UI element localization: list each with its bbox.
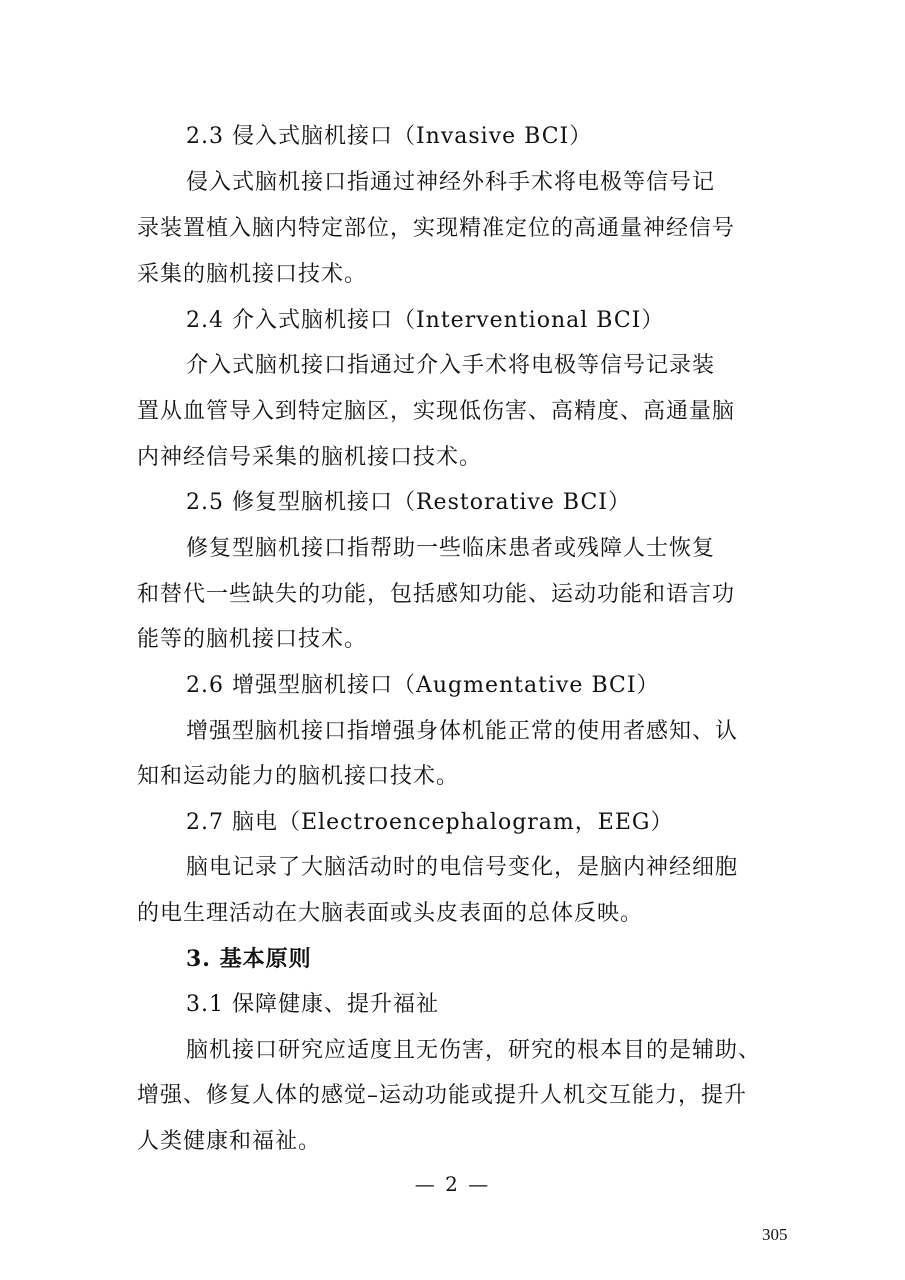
paragraph-3-1-line-1: 脑机接口研究应适度且无伤害，研究的根本目的是辅助、	[186, 1038, 762, 1063]
heading-2-6: 2.6 增强型脑机接口（Augmentative BCI）	[186, 673, 660, 698]
heading-2-4: 2.4 介入式脑机接口（Interventional BCI）	[186, 308, 665, 333]
paragraph-2-3-line-2: 录装置植入脑内特定部位，实现精准定位的高通量神经信号	[137, 216, 736, 241]
paragraph-2-7-line-2: 的电生理活动在大脑表面或头皮表面的总体反映。	[137, 901, 644, 926]
heading-2-5: 2.5 修复型脑机接口（Restorative BCI）	[186, 490, 631, 515]
paragraph-2-5-line-3: 能等的脑机接口技术。	[137, 627, 368, 652]
heading-3: 3. 基本原则	[186, 946, 312, 972]
paragraph-2-4-line-3: 内神经信号采集的脑机接口技术。	[137, 445, 483, 470]
paragraph-2-4-line-1: 介入式脑机接口指通过介入手术将电极等信号记录装	[186, 353, 716, 378]
sheet-number: 305	[762, 1225, 788, 1244]
paragraph-2-6-line-2: 知和运动能力的脑机接口技术。	[137, 764, 460, 789]
paragraph-2-3-line-3: 采集的脑机接口技术。	[137, 262, 368, 287]
heading-2-3: 2.3 侵入式脑机接口（Invasive BCI）	[186, 124, 593, 149]
paragraph-3-1-line-2: 增强、修复人体的感觉–运动功能或提升人机交互能力，提升	[137, 1083, 748, 1108]
paragraph-2-4-line-2: 置从血管导入到特定脑区，实现低伤害、高精度、高通量脑	[137, 399, 736, 424]
paragraph-2-6-line-1: 增强型脑机接口指增强身体机能正常的使用者感知、认	[186, 719, 739, 744]
heading-2-7: 2.7 脑电（Electroencephalogram，EEG）	[186, 810, 674, 835]
paragraph-2-5-line-2: 和替代一些缺失的功能，包括感知功能、运动功能和语言功	[137, 582, 736, 607]
paragraph-2-7-line-1: 脑电记录了大脑活动时的电信号变化，是脑内神经细胞	[186, 855, 739, 880]
heading-3-1: 3.1 保障健康、提升福祉	[186, 992, 439, 1017]
paragraph-2-5-line-1: 修复型脑机接口指帮助一些临床患者或残障人士恢复	[186, 536, 716, 561]
page-marker: — 2 —	[414, 1172, 491, 1196]
paragraph-3-1-line-3: 人类健康和福祉。	[137, 1129, 322, 1154]
paragraph-2-3-line-1: 侵入式脑机接口指通过神经外科手术将电极等信号记	[186, 170, 716, 195]
